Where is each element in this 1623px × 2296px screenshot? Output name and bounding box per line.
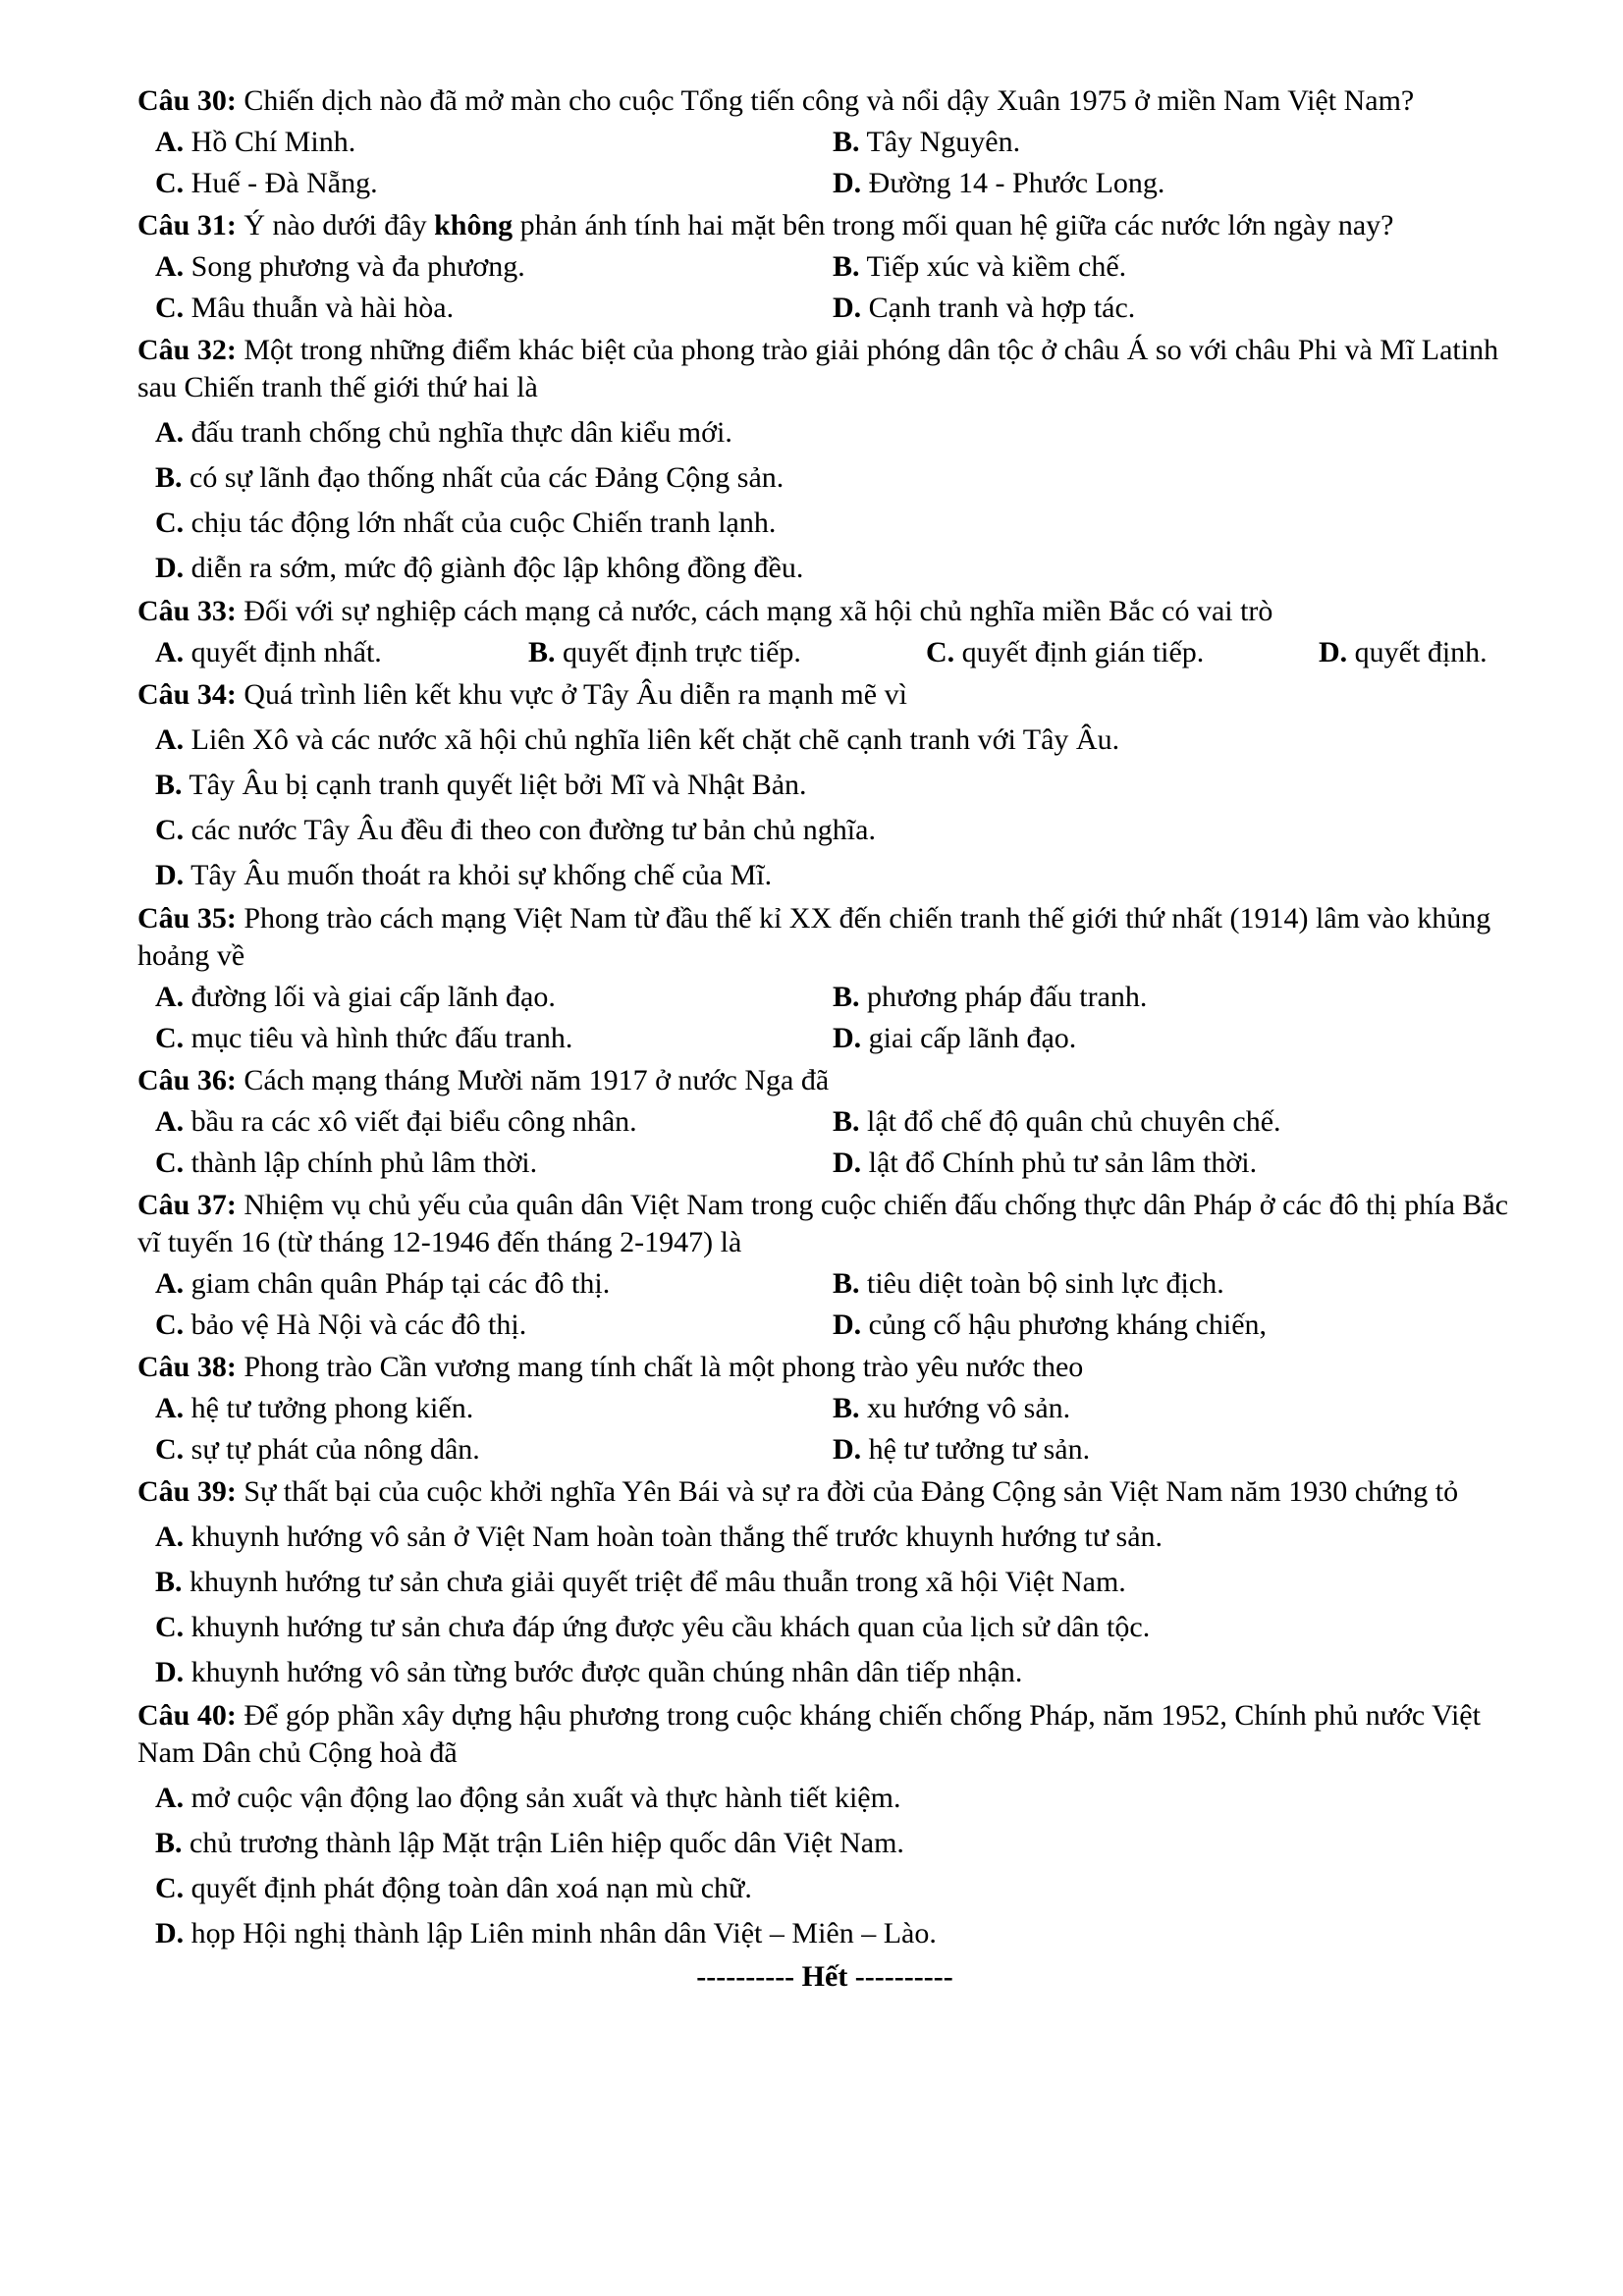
answer-option xyxy=(833,248,1510,286)
question-text: Một trong những điểm khác biệt của phong trào giải phóng dân tộc ở châu Á so với châu Phi và Mĩ Latinh sau Chiến tranh thế giới thứ hai là xyxy=(137,334,1499,403)
answer-option xyxy=(155,634,528,671)
question xyxy=(137,332,1512,587)
question xyxy=(137,1697,1512,1952)
question xyxy=(137,1187,1512,1344)
question xyxy=(137,1349,1512,1468)
option-letter: D. xyxy=(155,1656,185,1688)
answer-option xyxy=(155,1265,833,1303)
question-emphasis: không xyxy=(434,209,514,241)
question-stem xyxy=(137,1697,1512,1772)
options-row xyxy=(137,1431,1512,1468)
option-letter: C. xyxy=(155,167,185,199)
answer-option xyxy=(926,634,1319,671)
option-text: sự tự phát của nông dân. xyxy=(184,1433,480,1466)
option-letter: C. xyxy=(155,1611,185,1643)
options-row xyxy=(137,505,1512,542)
answer-option xyxy=(155,979,833,1016)
exam-page xyxy=(137,82,1512,1996)
answer-option xyxy=(155,165,833,202)
option-text: giai cấp lãnh đạo. xyxy=(861,1022,1077,1054)
option-text: Mâu thuẫn và hài hòa. xyxy=(184,292,455,324)
question-text-cont: phản ánh tính hai mặt bên trong mối quan hệ giữa các nước lớn ngày nay? xyxy=(513,209,1394,241)
option-letter: C. xyxy=(155,1022,185,1054)
answer-option xyxy=(155,459,1510,497)
option-letter: D. xyxy=(833,1022,862,1054)
option-text: lật đổ Chính phủ tư sản lâm thời. xyxy=(861,1147,1258,1179)
answer-option xyxy=(833,124,1510,161)
question-stem xyxy=(137,82,1512,120)
answer-option xyxy=(155,812,1510,849)
option-letter: D. xyxy=(1319,636,1348,668)
option-text: có sự lãnh đạo thống nhất của các Đảng Cộng sản. xyxy=(182,461,784,494)
options-row xyxy=(137,1020,1512,1057)
option-text: Tây Nguyên. xyxy=(859,126,1021,158)
option-letter: A. xyxy=(155,981,185,1013)
answer-option xyxy=(528,634,926,671)
option-text: phương pháp đấu tranh. xyxy=(859,981,1148,1013)
answer-option xyxy=(155,1915,1510,1952)
option-letter: A. xyxy=(155,723,185,756)
option-text: họp Hội nghị thành lập Liên minh nhân dân Việt – Miên – Lào. xyxy=(184,1917,937,1949)
option-letter: D. xyxy=(833,1433,862,1466)
answer-option xyxy=(155,1307,833,1344)
option-letter: C. xyxy=(926,636,955,668)
answer-option xyxy=(833,1390,1510,1427)
options-row xyxy=(137,1307,1512,1344)
option-text: khuynh hướng vô sản từng bước được quần chúng nhân dân tiếp nhận. xyxy=(184,1656,1023,1688)
options-row xyxy=(137,248,1512,286)
question-number: Câu 34: xyxy=(137,678,237,711)
option-text: lật đổ chế độ quân chủ chuyên chế. xyxy=(859,1105,1281,1138)
question-text: Phong trào Cần vương mang tính chất là một phong trào yêu nước theo xyxy=(236,1351,1084,1383)
question xyxy=(137,1473,1512,1691)
answer-option xyxy=(155,721,1510,759)
options-row xyxy=(137,1265,1512,1303)
option-text: bầu ra các xô viết đại biểu công nhân. xyxy=(184,1105,637,1138)
option-letter: A. xyxy=(155,250,185,283)
answer-option xyxy=(833,165,1510,202)
answer-option xyxy=(155,1390,833,1427)
options-row xyxy=(137,1519,1512,1556)
option-text: bảo vệ Hà Nội và các đô thị. xyxy=(184,1308,527,1341)
question xyxy=(137,676,1512,894)
options-row xyxy=(137,634,1512,671)
option-letter: B. xyxy=(528,636,556,668)
options-row xyxy=(137,979,1512,1016)
option-text: quyết định phát động toàn dân xoá nạn mù chữ. xyxy=(184,1872,752,1904)
option-text: Huế - Đà Nẵng. xyxy=(184,167,378,199)
option-letter: D. xyxy=(155,552,185,584)
option-letter: D. xyxy=(833,292,862,324)
answer-option xyxy=(833,1431,1510,1468)
question-stem xyxy=(137,1473,1512,1511)
option-text: Tây Âu bị cạnh tranh quyết liệt bởi Mĩ và Nhật Bản. xyxy=(182,769,807,801)
option-text: Đường 14 - Phước Long. xyxy=(861,167,1165,199)
option-letter: B. xyxy=(833,981,860,1013)
option-letter: A. xyxy=(155,1392,185,1424)
question xyxy=(137,900,1512,1057)
options-row xyxy=(137,857,1512,894)
options-row xyxy=(137,459,1512,497)
question-number: Câu 38: xyxy=(137,1351,237,1383)
question-text: Nhiệm vụ chủ yếu của quân dân Việt Nam trong cuộc chiến đấu chống thực dân Pháp ở các đô thị phía Bắc vĩ tuyến 16 (từ tháng 12-1946 đến tháng 2-1947) là xyxy=(137,1189,1509,1258)
options-row xyxy=(137,414,1512,452)
question-text: Cách mạng tháng Mười năm 1917 ở nước Nga đã xyxy=(236,1064,830,1096)
options-row xyxy=(137,1780,1512,1817)
option-letter: B. xyxy=(833,250,860,283)
answer-option xyxy=(155,767,1510,804)
answer-option xyxy=(155,1564,1510,1601)
answer-option xyxy=(155,1654,1510,1691)
question-stem xyxy=(137,1187,1512,1261)
option-text: quyết định. xyxy=(1347,636,1488,668)
option-letter: C. xyxy=(155,1147,185,1179)
options-row xyxy=(137,1915,1512,1952)
option-text: diễn ra sớm, mức độ giành độc lập không đồng đều. xyxy=(184,552,804,584)
option-letter: A. xyxy=(155,636,185,668)
option-text: Tiếp xúc và kiềm chế. xyxy=(859,250,1127,283)
option-letter: B. xyxy=(155,461,183,494)
option-letter: C. xyxy=(155,1872,185,1904)
question-number: Câu 35: xyxy=(137,902,237,934)
answer-option xyxy=(155,550,1510,587)
option-text: quyết định gián tiếp. xyxy=(954,636,1205,668)
answer-option xyxy=(1319,634,1515,671)
option-text: chủ trương thành lập Mặt trận Liên hiệp quốc dân Việt Nam. xyxy=(182,1827,904,1859)
options-row xyxy=(137,124,1512,161)
answer-option xyxy=(155,290,833,327)
question-stem xyxy=(137,1349,1512,1386)
option-letter: C. xyxy=(155,507,185,539)
options-row xyxy=(137,812,1512,849)
options-row xyxy=(137,1103,1512,1141)
answer-option xyxy=(155,248,833,286)
options-row xyxy=(137,1654,1512,1691)
option-text: hệ tư tưởng phong kiến. xyxy=(184,1392,474,1424)
question-text: Đối với sự nghiệp cách mạng cả nước, cách mạng xã hội chủ nghĩa miền Bắc có vai trò xyxy=(236,595,1273,627)
question-stem xyxy=(137,676,1512,714)
question-stem xyxy=(137,207,1512,244)
option-text: khuynh hướng tư sản chưa giải quyết triệt để mâu thuẫn trong xã hội Việt Nam. xyxy=(182,1566,1126,1598)
answer-option xyxy=(155,414,1510,452)
answer-option xyxy=(833,1307,1510,1344)
question-stem xyxy=(137,593,1512,630)
option-text: các nước Tây Âu đều đi theo con đường tư bản chủ nghĩa. xyxy=(184,814,876,846)
option-text: Liên Xô và các nước xã hội chủ nghĩa liên kết chặt chẽ cạnh tranh với Tây Âu. xyxy=(184,723,1120,756)
option-letter: A. xyxy=(155,126,185,158)
end-mark: ---------- Hết ---------- xyxy=(696,1960,953,1993)
question-text: Để góp phần xây dựng hậu phương trong cuộc kháng chiến chống Pháp, năm 1952, Chính phủ nước Việt Nam Dân chủ Cộng hoà đã xyxy=(137,1699,1481,1769)
options-row xyxy=(137,1825,1512,1862)
question xyxy=(137,593,1512,671)
answer-option xyxy=(155,1780,1510,1817)
option-letter: B. xyxy=(155,769,183,801)
options-row xyxy=(137,767,1512,804)
option-letter: D. xyxy=(833,1147,862,1179)
option-text: xu hướng vô sản. xyxy=(859,1392,1071,1424)
question-text: Chiến dịch nào đã mở màn cho cuộc Tổng tiến công và nổi dậy Xuân 1975 ở miền Nam Việt Nam? xyxy=(236,84,1415,117)
answer-option xyxy=(155,857,1510,894)
option-text: đấu tranh chống chủ nghĩa thực dân kiểu mới. xyxy=(184,416,732,449)
question-number: Câu 39: xyxy=(137,1475,237,1508)
answer-option xyxy=(155,505,1510,542)
answer-option xyxy=(833,290,1510,327)
option-text: Song phương và đa phương. xyxy=(184,250,525,283)
question-text: Sự thất bại của cuộc khởi nghĩa Yên Bái và sự ra đời của Đảng Cộng sản Việt Nam năm 1930 chứng tỏ xyxy=(236,1475,1459,1508)
answer-option xyxy=(833,1145,1510,1182)
question-number: Câu 36: xyxy=(137,1064,237,1096)
option-text: chịu tác động lớn nhất của cuộc Chiến tranh lạnh. xyxy=(184,507,777,539)
answer-option xyxy=(833,1103,1510,1141)
answer-option xyxy=(155,1870,1510,1907)
option-text: thành lập chính phủ lâm thời. xyxy=(184,1147,538,1179)
answer-option xyxy=(155,124,833,161)
question-number: Câu 40: xyxy=(137,1699,237,1732)
answer-option xyxy=(155,1020,833,1057)
answer-option xyxy=(833,1020,1510,1057)
question-text: Phong trào cách mạng Việt Nam từ đầu thế kỉ XX đến chiến tranh thế giới thứ nhất (1914) lâm vào khủng hoảng về xyxy=(137,902,1491,972)
answer-option xyxy=(155,1103,833,1141)
answer-option xyxy=(833,979,1510,1016)
option-text: củng cố hậu phương kháng chiến, xyxy=(861,1308,1268,1341)
option-letter: A. xyxy=(155,1105,185,1138)
option-letter: C. xyxy=(155,292,185,324)
options-row xyxy=(137,165,1512,202)
option-letter: A. xyxy=(155,416,185,449)
option-text: Hồ Chí Minh. xyxy=(184,126,356,158)
question-number: Câu 31: xyxy=(137,209,237,241)
question-stem xyxy=(137,332,1512,406)
question xyxy=(137,1062,1512,1182)
option-text: khuynh hướng tư sản chưa đáp ứng được yêu cầu khách quan của lịch sử dân tộc. xyxy=(184,1611,1151,1643)
option-letter: D. xyxy=(155,1917,185,1949)
option-letter: A. xyxy=(155,1267,185,1300)
option-text: quyết định trực tiếp. xyxy=(555,636,801,668)
answer-option xyxy=(155,1431,833,1468)
option-letter: C. xyxy=(155,1308,185,1341)
option-text: Tây Âu muốn thoát ra khỏi sự khống chế của Mĩ. xyxy=(184,859,773,891)
answer-option xyxy=(833,1265,1510,1303)
option-letter: B. xyxy=(155,1566,183,1598)
question-stem xyxy=(137,1062,1512,1099)
option-letter: D. xyxy=(833,167,862,199)
question-list xyxy=(137,82,1512,1952)
options-row xyxy=(137,1390,1512,1427)
options-row xyxy=(137,1609,1512,1646)
option-text: đường lối và giai cấp lãnh đạo. xyxy=(184,981,556,1013)
option-letter: A. xyxy=(155,1521,185,1553)
option-text: giam chân quân Pháp tại các đô thị. xyxy=(184,1267,611,1300)
question-number: Câu 30: xyxy=(137,84,237,117)
question xyxy=(137,82,1512,202)
option-text: tiêu diệt toàn bộ sinh lực địch. xyxy=(859,1267,1224,1300)
options-row xyxy=(137,550,1512,587)
option-letter: B. xyxy=(833,1105,860,1138)
answer-option xyxy=(155,1825,1510,1862)
options-row xyxy=(137,290,1512,327)
option-letter: B. xyxy=(833,1267,860,1300)
options-row xyxy=(137,1870,1512,1907)
option-letter: C. xyxy=(155,1433,185,1466)
option-text: quyết định nhất. xyxy=(184,636,382,668)
question-number: Câu 33: xyxy=(137,595,237,627)
answer-option xyxy=(155,1145,833,1182)
question-number: Câu 32: xyxy=(137,334,237,366)
option-text: hệ tư tưởng tư sản. xyxy=(861,1433,1091,1466)
question-text: Quá trình liên kết khu vực ở Tây Âu diễn ra mạnh mẽ vì xyxy=(236,678,907,711)
option-letter: B. xyxy=(833,1392,860,1424)
option-text: Cạnh tranh và hợp tác. xyxy=(861,292,1136,324)
question-number: Câu 37: xyxy=(137,1189,237,1221)
option-letter: B. xyxy=(155,1827,183,1859)
option-letter: B. xyxy=(833,126,860,158)
option-text: mở cuộc vận động lao động sản xuất và thực hành tiết kiệm. xyxy=(184,1782,901,1814)
question-text: Ý nào dưới đây xyxy=(236,209,435,241)
option-letter: A. xyxy=(155,1782,185,1814)
answer-option xyxy=(155,1609,1510,1646)
option-letter: C. xyxy=(155,814,185,846)
option-letter: D. xyxy=(833,1308,862,1341)
options-row xyxy=(137,1145,1512,1182)
option-letter: D. xyxy=(155,859,185,891)
option-text: mục tiêu và hình thức đấu tranh. xyxy=(184,1022,573,1054)
question-stem xyxy=(137,900,1512,975)
options-row xyxy=(137,721,1512,759)
option-text: khuynh hướng vô sản ở Việt Nam hoàn toàn thắng thế trước khuynh hướng tư sản. xyxy=(184,1521,1163,1553)
answer-option xyxy=(155,1519,1510,1556)
question xyxy=(137,207,1512,327)
options-row xyxy=(137,1564,1512,1601)
